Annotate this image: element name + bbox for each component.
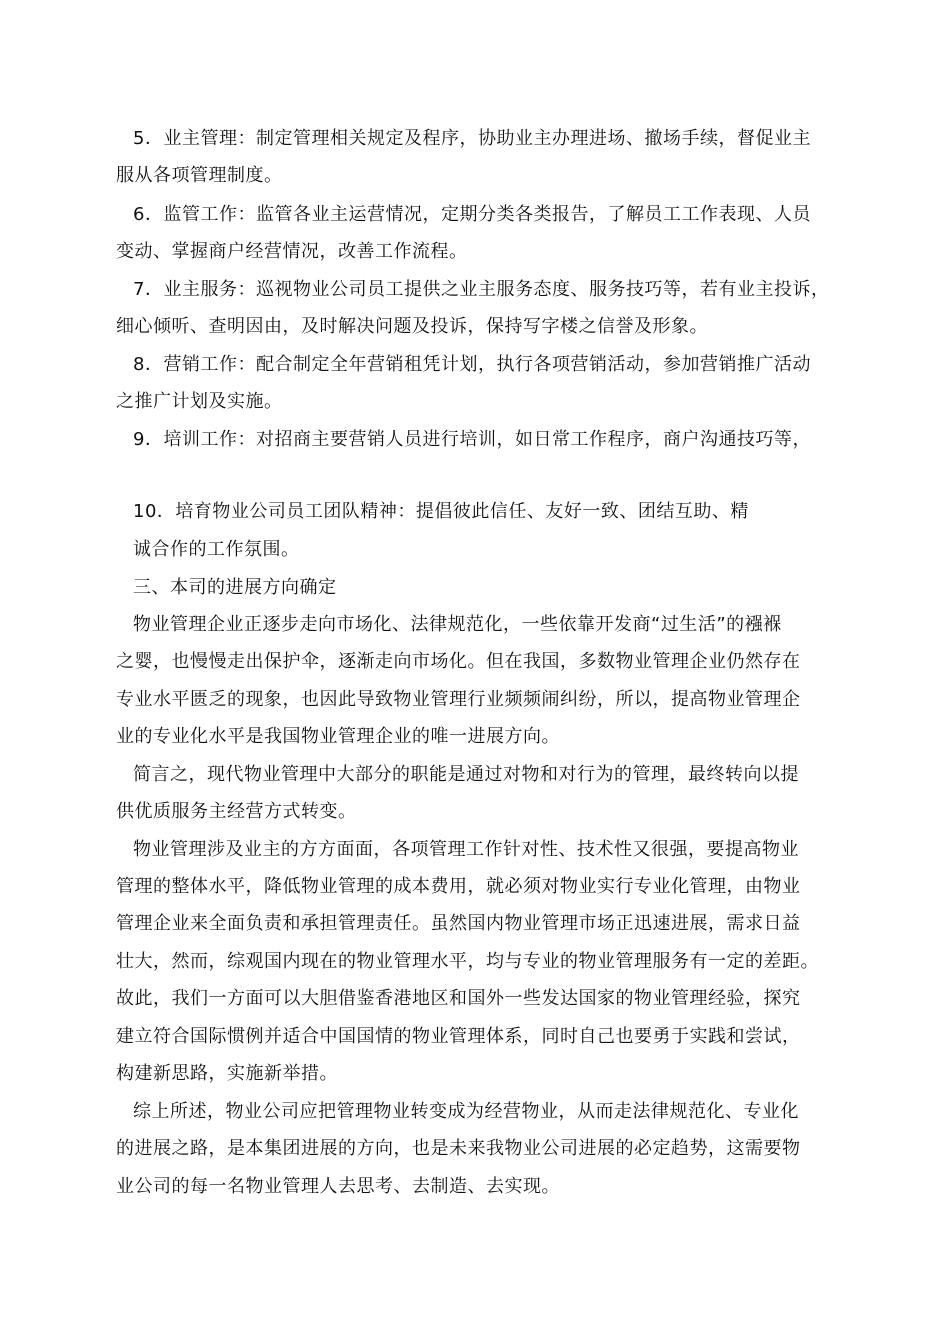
paragraph-line: 专业水平匮乏的现象，也因此导致物业管理行业频频闹纠纷，所以，提高物业管理企 <box>116 689 801 710</box>
paragraph-line: 5．业主管理：制定管理相关规定及程序，协助业主办理进场、撤场手续，督促业主 <box>133 128 811 149</box>
paragraph-line: 故此，我们一方面可以大胆借鉴香港地区和国外一些发达国家的物业管理经验，探究 <box>116 988 801 1009</box>
paragraph-line: 的进展之路，是本集团进展的方向，也是未来我物业公司进展的必定趋势，这需要物 <box>116 1138 801 1159</box>
paragraph-line: 物业管理涉及业主的方方面面，各项管理工作针对性、技术性又很强，要提高物业 <box>133 839 799 860</box>
paragraph-line: 细心倾听、查明因由，及时解决问题及投诉，保持写字楼之信誉及形象。 <box>116 316 708 337</box>
paragraph-line: 服从各项管理制度。 <box>116 165 283 186</box>
paragraph-line: 变动、掌握商户经营情况，改善工作流程。 <box>116 241 468 262</box>
paragraph-line: 8．营销工作：配合制定全年营销租凭计划，执行各项营销活动，参加营销推广活动 <box>133 354 811 375</box>
section-heading: 三、本司的进展方向确定 <box>133 577 337 598</box>
paragraph-line: 构建新思路，实施新举措。 <box>116 1063 338 1084</box>
paragraph-line: 业的专业化水平是我国物业管理企业的唯一进展方向。 <box>116 726 560 747</box>
paragraph-line: 壮大，然而，综观国内现在的物业管理水平，均与专业的物业管理服务有一定的差距。 <box>116 951 819 972</box>
paragraph-line: 之婴，也慢慢走出保护伞，逐渐走向市场化。但在我国，多数物业管理企业仍然存在 <box>116 651 801 672</box>
paragraph-line: 之推广计划及实施。 <box>116 391 283 412</box>
paragraph-line: 简言之，现代物业管理中大部分的职能是通过对物和对行为的管理，最终转向以提 <box>133 764 799 785</box>
paragraph-line: 管理企业来全面负责和承担管理责任。虽然国内物业管理市场正迅速进展，需求日益 <box>116 913 801 934</box>
paragraph-line: 诚合作的工作氛围。 <box>133 539 300 560</box>
paragraph-line: 综上所述，物业公司应把管理物业转变成为经营物业，从而走法律规范化、专业化 <box>133 1101 799 1122</box>
paragraph-line: 业公司的每一名物业管理人去思考、去制造、去实现。 <box>116 1176 560 1197</box>
paragraph-line: 10．培育物业公司员工团队精神：提倡彼此信任、友好一致、团结互助、精 <box>133 501 749 522</box>
paragraph-line: 建立符合国际惯例并适合中国国情的物业管理体系，同时自己也要勇于实践和尝试， <box>116 1026 801 1047</box>
paragraph-line: 9．培训工作：对招商主要营销人员进行培训，如日常工作程序，商户沟通技巧等， <box>133 429 811 450</box>
paragraph-line: 6．监管工作：监管各业主运营情况，定期分类各类报告，了解员工工作表现、人员 <box>133 204 811 225</box>
paragraph-line: 7．业主服务：巡视物业公司员工提供之业主服务态度、服务技巧等，若有业主投诉， <box>133 279 830 300</box>
paragraph-line: 物业管理企业正逐步走向市场化、法律规范化，一些依靠开发商“过生活”的襁褓 <box>133 614 782 635</box>
paragraph-line: 管理的整体水平，降低物业管理的成本费用，就必须对物业实行专业化管理，由物业 <box>116 876 801 897</box>
paragraph-line: 供优质服务主经营方式转变。 <box>116 801 357 822</box>
